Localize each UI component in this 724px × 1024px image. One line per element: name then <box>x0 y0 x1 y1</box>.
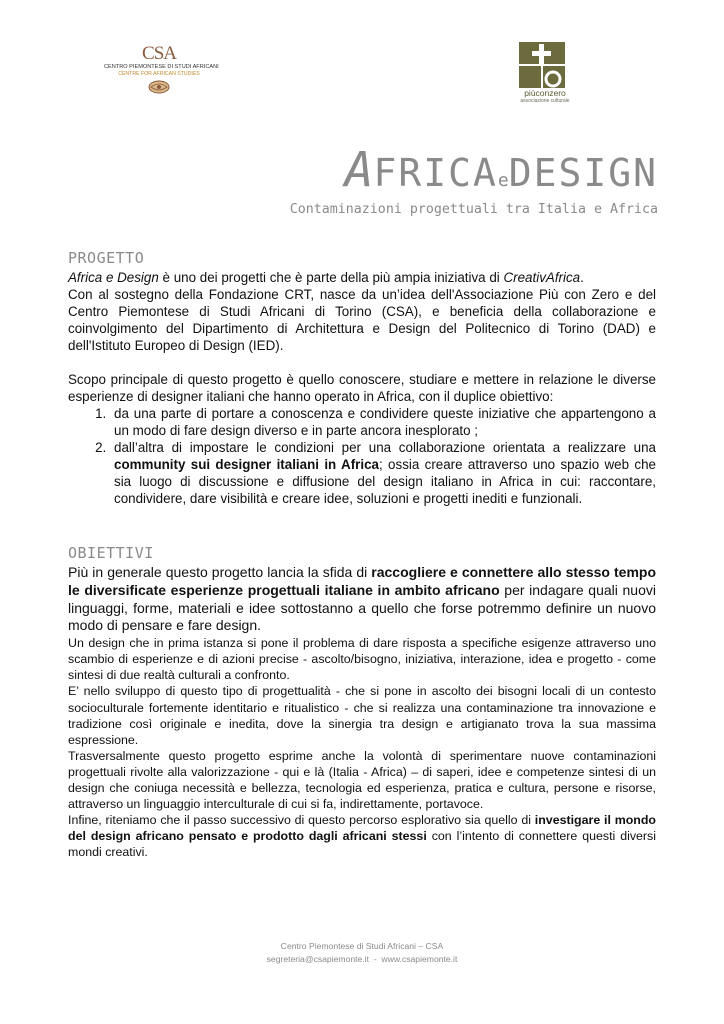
progetto-intro-em1: Africa e Design <box>68 270 159 285</box>
page-subtitle: Contaminazioni progettuali tra Italia e Africa <box>289 202 658 217</box>
obiettivi-p1-text-a: Più in generale questo progetto lancia la sfida di <box>68 564 372 580</box>
piuconzero-logo <box>515 40 575 106</box>
footer-separator: - <box>368 953 382 964</box>
objectives-list <box>68 405 656 507</box>
list-item-bold: community sui designer italiani in Africa <box>114 457 379 472</box>
obiettivi-paragraph-1 <box>68 564 656 635</box>
section-heading-obiettivi: OBIETTIVI <box>68 544 154 562</box>
title-connector: e <box>497 170 509 191</box>
progetto-intro-em2: CreativAfrica <box>503 270 581 285</box>
obiettivi-paragraph-5 <box>68 812 656 860</box>
obiettivi-p1-bold: raccogliere e connettere allo stesso tempo le diversificate esperienze progettuali italiane in ambito africano <box>68 564 656 598</box>
document-body <box>68 248 656 861</box>
obiettivi-p1-text-b: per indagare quali nuovi linguaggi, forme, materiali e idee sottostanno a quello che forse potremmo definire un nuovo modo di pensare e fare design. <box>68 581 656 634</box>
footer-website: www.csapiemonte.it <box>381 953 458 964</box>
progetto-intro-text: è uno dei progetti che è parte della più ampia iniziativa di <box>158 270 504 285</box>
title-part2: DESIGN <box>508 151 658 195</box>
obiettivi-paragraph-2: Un design che in prima istanza si pone il problema di dare risposta a specifiche esigenze attraverso uno scambio di esperienze e di azioni precise - ascolto/bisogno, iniziativa, interazione, idea e progetto - come sintesi di due realtà culturali a confronto. <box>68 636 656 683</box>
list-item-text-b: ; ossia creare attraverso uno spazio web che sia luogo di discussione e diffusione del design italiano in Africa in cui: raccontare, condividere, dare visibilità e creare idee, soluzioni e progetti inediti e funzionali. <box>114 457 656 506</box>
page-title <box>345 142 658 209</box>
obiettivi-p5-bold: investigare il mondo del design africano pensato e prodotto dagli africani stessi <box>68 813 656 844</box>
obiettivi-p5-text-a: Infine, riteniamo che il passo successivo di questo percorso esplorativo sia quello di <box>68 813 535 828</box>
progetto-paragraph-3: Scopo principale di questo progetto è quello conoscere, studiare e mettere in relazione le diverse esperienze di designer italiani che hanno operato in Africa, con il duplice obiettivo: <box>68 372 656 404</box>
csa-emblem-icon <box>148 80 170 94</box>
paragraph-gap <box>68 354 656 371</box>
title-part1: FRICA <box>373 151 498 195</box>
footer-organization: Centro Piemontese di Studi Africani – CSA <box>280 941 444 951</box>
obiettivi-p5-text-b: con l’intento di connettere questi diversi mondi creativi. <box>68 829 657 860</box>
csa-logo <box>104 43 219 98</box>
csa-logo-subname: CENTRE FOR AFRICAN STUDIES <box>118 71 200 77</box>
obiettivi-paragraph-4: Trasversalmente questo progetto esprime anche la volontà di sperimentare nuove contaminazioni progettuali rivolte alla valorizzazione - qui e là (Italia - Africa) – di saperi, idee e competenze sintesi di un design che coniuga necessità e bellezza, tecnologia ed esperienza, pratica e cultura, persone e risorse, attraverso un linguaggio interculturale di cui si fa, indirettamente, portavoce. <box>68 748 656 812</box>
progetto-paragraph-2: Con al sostegno della Fondazione CRT, nasce da un’idea dell'Associazione Più con Zero e del Centro Piemontese di Studi Africani di Torino (CSA), e beneficia della collaborazione e coinvolgimento del Dipartimento di Architettura e Design del Politecnico di Torino (DAD) e dell'Istituto Europeo di Design (IED). <box>68 287 656 353</box>
csa-logo-name: CENTRO PIEMONTESE DI STUDI AFRICANI <box>104 64 219 70</box>
piuconzero-subtitle: associazione culturale <box>520 98 570 104</box>
progetto-intro <box>68 269 656 286</box>
title-first-letter: A <box>344 142 374 198</box>
list-item <box>110 439 656 507</box>
list-item-text-a: dall’altra di impostare le condizioni per una collaborazione orientata a realizzare una <box>114 440 656 455</box>
csa-logo-letters: CSA <box>142 43 176 64</box>
obiettivi-paragraph-3: E’ nello sviluppo di questo tipo di progettualità - che si pone in ascolto dei bisogni locali di un contesto socioculturale fortemente identitario e ritualistico - che si realizza una contaminazione tra innovazione e tradizione così originale e inedita, dove la sinergia tra design e artigianato trova la sua massima espressione. <box>68 684 656 747</box>
piuconzero-name: piùconzero <box>524 88 566 98</box>
list-item: 1. da una parte di portare a conoscenza e condividere queste iniziative che appartengono a un modo di fare design diverso e in parte ancora inesplorato ; <box>110 405 656 439</box>
footer-contacts <box>0 953 724 966</box>
progetto-intro-end: . <box>580 270 584 285</box>
page-footer <box>0 940 724 965</box>
footer-email: segreteria@csapiemonte.it <box>266 953 369 964</box>
section-heading-progetto: PROGETTO <box>68 249 145 267</box>
piuconzero-mark-icon <box>519 42 565 88</box>
